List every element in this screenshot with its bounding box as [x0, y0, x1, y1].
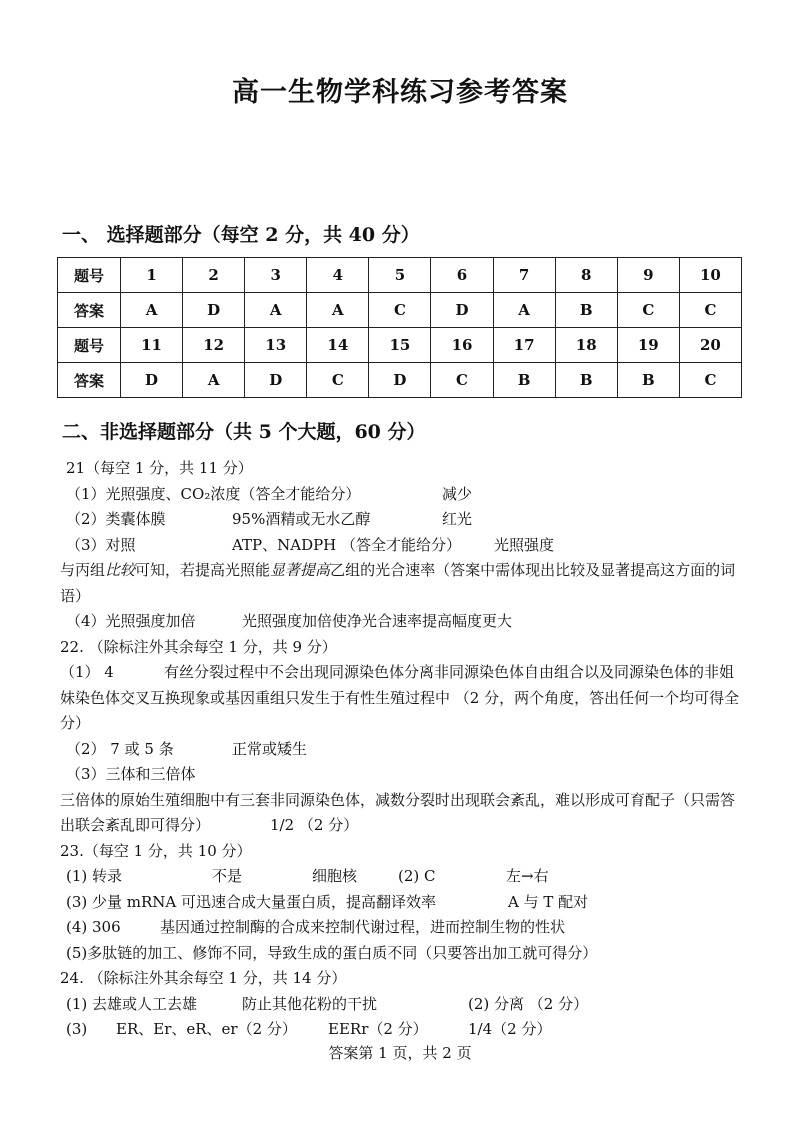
question-number-cell: 3: [245, 258, 307, 293]
q24-line-2: [66, 1017, 742, 1043]
q23-1e: 左→右: [506, 867, 549, 885]
question-number-cell: 15: [369, 328, 431, 363]
q24-2c: EERr（2 分）: [328, 1020, 428, 1038]
q21-line-2: [66, 507, 742, 533]
q23-3a: (4) 306: [66, 918, 121, 936]
q22-header: 22. （除标注外其余每空 1 分，共 9 分）: [60, 637, 337, 656]
table-row-answers-2: [58, 363, 742, 398]
answer-body: [60, 456, 742, 1043]
answer-cell: D: [183, 293, 245, 328]
q22-4a: 三倍体的原始生殖细胞中有三套非同源染色体，减数分裂时出现联会紊乱，难以形成可育配子（只需答出联会紊乱即可得分）: [60, 790, 736, 834]
question-number-cell: 7: [493, 258, 555, 293]
table-row-numbers-1: [58, 258, 742, 293]
answer-cell: C: [679, 363, 741, 398]
table-row-numbers-2: [58, 328, 742, 363]
q22-line-3: （3）三体和三倍体: [66, 765, 196, 783]
q21-4e: 乙组的光合速率（答案中需体现出比较及显著提高这方面的词语）: [60, 561, 736, 605]
q24-2b: ER、Er、eR、er（2 分）: [116, 1020, 297, 1038]
answer-cell: D: [245, 363, 307, 398]
q23-header: 23.（每空 1 分，共 10 分）: [60, 841, 252, 860]
answer-cell: C: [617, 293, 679, 328]
q22-4b: 1/2 （2 分）: [270, 816, 359, 834]
q22-line-2: [66, 737, 742, 763]
question-number-cell: 8: [555, 258, 617, 293]
answer-cell: C: [679, 293, 741, 328]
answer-cell: B: [493, 363, 555, 398]
q21-3a: （3）对照: [66, 535, 136, 554]
q21-line-4: [60, 558, 742, 609]
answer-cell: C: [369, 293, 431, 328]
row-label-no: 题号: [58, 328, 121, 363]
q21-3b: ATP、NADPH （答全才能给分）: [232, 535, 462, 554]
question-number-cell: 4: [307, 258, 369, 293]
answer-cell: C: [307, 363, 369, 398]
q24-1a: (1) 去雄或人工去雄: [66, 994, 198, 1013]
question-number-cell: 16: [431, 328, 493, 363]
answer-cell: C: [431, 363, 493, 398]
q23-2a: (3) 少量 mRNA 可迅速合成大量蛋白质，提高翻译效率: [66, 892, 437, 911]
q21-line-3: [66, 533, 742, 559]
answer-cell: A: [493, 293, 555, 328]
answer-cell: B: [617, 363, 679, 398]
q21-header: 21（每空 1 分，共 11 分）: [66, 459, 253, 477]
answer-cell: B: [555, 363, 617, 398]
question-number-cell: 10: [679, 258, 741, 293]
q22-1b: 有丝分裂过程中不会出现同源染色体分离非同源染色体自由组合以及同源染色体的非姐妹染色体交叉互换现象或基因重组只发生于有性生殖过程中 （2 分，两个角度，答出任何一个均可得全分）: [60, 663, 740, 732]
q22-line-4: [60, 788, 742, 839]
row-label-no: 题号: [58, 258, 121, 293]
question-number-cell: 2: [183, 258, 245, 293]
answer-cell: A: [307, 293, 369, 328]
row-label-answer: 答案: [58, 363, 121, 398]
question-number-cell: 12: [183, 328, 245, 363]
q22-1a: （1） 4: [60, 663, 114, 681]
page-title: 高一生物学科练习参考答案: [232, 77, 568, 108]
q23-2b: A 与 T 配对: [508, 892, 589, 911]
q21-2a: （2）类囊体膜: [66, 510, 166, 528]
q23-1d: (2) C: [398, 867, 436, 885]
q21-4b: 比较: [105, 561, 136, 579]
q23-line-1: [66, 864, 742, 890]
q21-2c: 红光: [442, 510, 473, 528]
q23-line-3: [66, 915, 742, 941]
q24-1c: (2) 分离 （2 分）: [468, 994, 589, 1013]
answer-cell: B: [555, 293, 617, 328]
q21-line-1: [66, 482, 742, 508]
q23-1b: 不是: [212, 867, 243, 885]
page-footer: 答案第 1 页，共 2 页: [328, 1044, 472, 1062]
q21-5a: （4）光照强度加倍: [66, 612, 196, 630]
q21-4d: 显著提高: [270, 561, 331, 579]
question-number-cell: 14: [307, 328, 369, 363]
question-number-cell: 1: [121, 258, 183, 293]
q21-5b: 光照强度加倍使净光合速率提高幅度更大: [242, 612, 513, 630]
table-row-answers-1: [58, 293, 742, 328]
answer-cell: A: [183, 363, 245, 398]
q24-header: 24. （除标注外其余每空 1 分，共 14 分）: [60, 969, 347, 987]
q21-line-5: [66, 609, 742, 635]
question-number-cell: 5: [369, 258, 431, 293]
row-label-answer: 答案: [58, 293, 121, 328]
q22-line-1: [60, 660, 742, 737]
answer-table: [57, 257, 742, 398]
answer-cell: D: [369, 363, 431, 398]
q21-4a: 与丙组: [60, 561, 106, 579]
q23-3b: 基因通过控制酶的合成来控制代谢过程，进而控制生物的性状: [160, 918, 566, 936]
q22-2b: 正常或矮生: [232, 739, 308, 758]
answer-cell: D: [121, 363, 183, 398]
answer-cell: A: [121, 293, 183, 328]
q24-2a: (3): [66, 1020, 88, 1038]
q22-2a: （2） 7 或 5 条: [66, 739, 174, 758]
q23-line-4: (5)多肽链的加工、修饰不同，导致生成的蛋白质不同（只要答出加工就可得分）: [66, 943, 598, 962]
q24-1b: 防止其他花粉的干扰: [242, 994, 378, 1013]
answer-cell: D: [431, 293, 493, 328]
question-number-cell: 20: [679, 328, 741, 363]
question-number-cell: 17: [493, 328, 555, 363]
q21-1a: （1）光照强度、CO₂浓度（答全才能给分）: [66, 484, 361, 503]
q21-1b: 减少: [442, 484, 473, 503]
question-number-cell: 6: [431, 258, 493, 293]
answer-cell: A: [245, 293, 307, 328]
q21-3c: 光照强度: [494, 535, 555, 554]
question-number-cell: 11: [121, 328, 183, 363]
question-number-cell: 9: [617, 258, 679, 293]
section-heading-nonchoice: 二、非选择题部分（共 5 个大题，60 分）: [62, 421, 426, 443]
section-heading-choice: 一、 选择题部分（每空 2 分，共 40 分）: [62, 224, 420, 246]
q23-line-2: [66, 890, 742, 916]
q23-1a: (1) 转录: [66, 867, 123, 885]
question-number-cell: 18: [555, 328, 617, 363]
q21-2b: 95%酒精或无水乙醇: [232, 510, 371, 528]
q23-1c: 细胞核: [312, 867, 358, 885]
question-number-cell: 13: [245, 328, 307, 363]
q24-2d: 1/4（2 分）: [468, 1020, 552, 1038]
q21-4c: 可知，若提高光照能: [135, 561, 271, 579]
q24-line-1: [66, 992, 742, 1018]
question-number-cell: 19: [617, 328, 679, 363]
